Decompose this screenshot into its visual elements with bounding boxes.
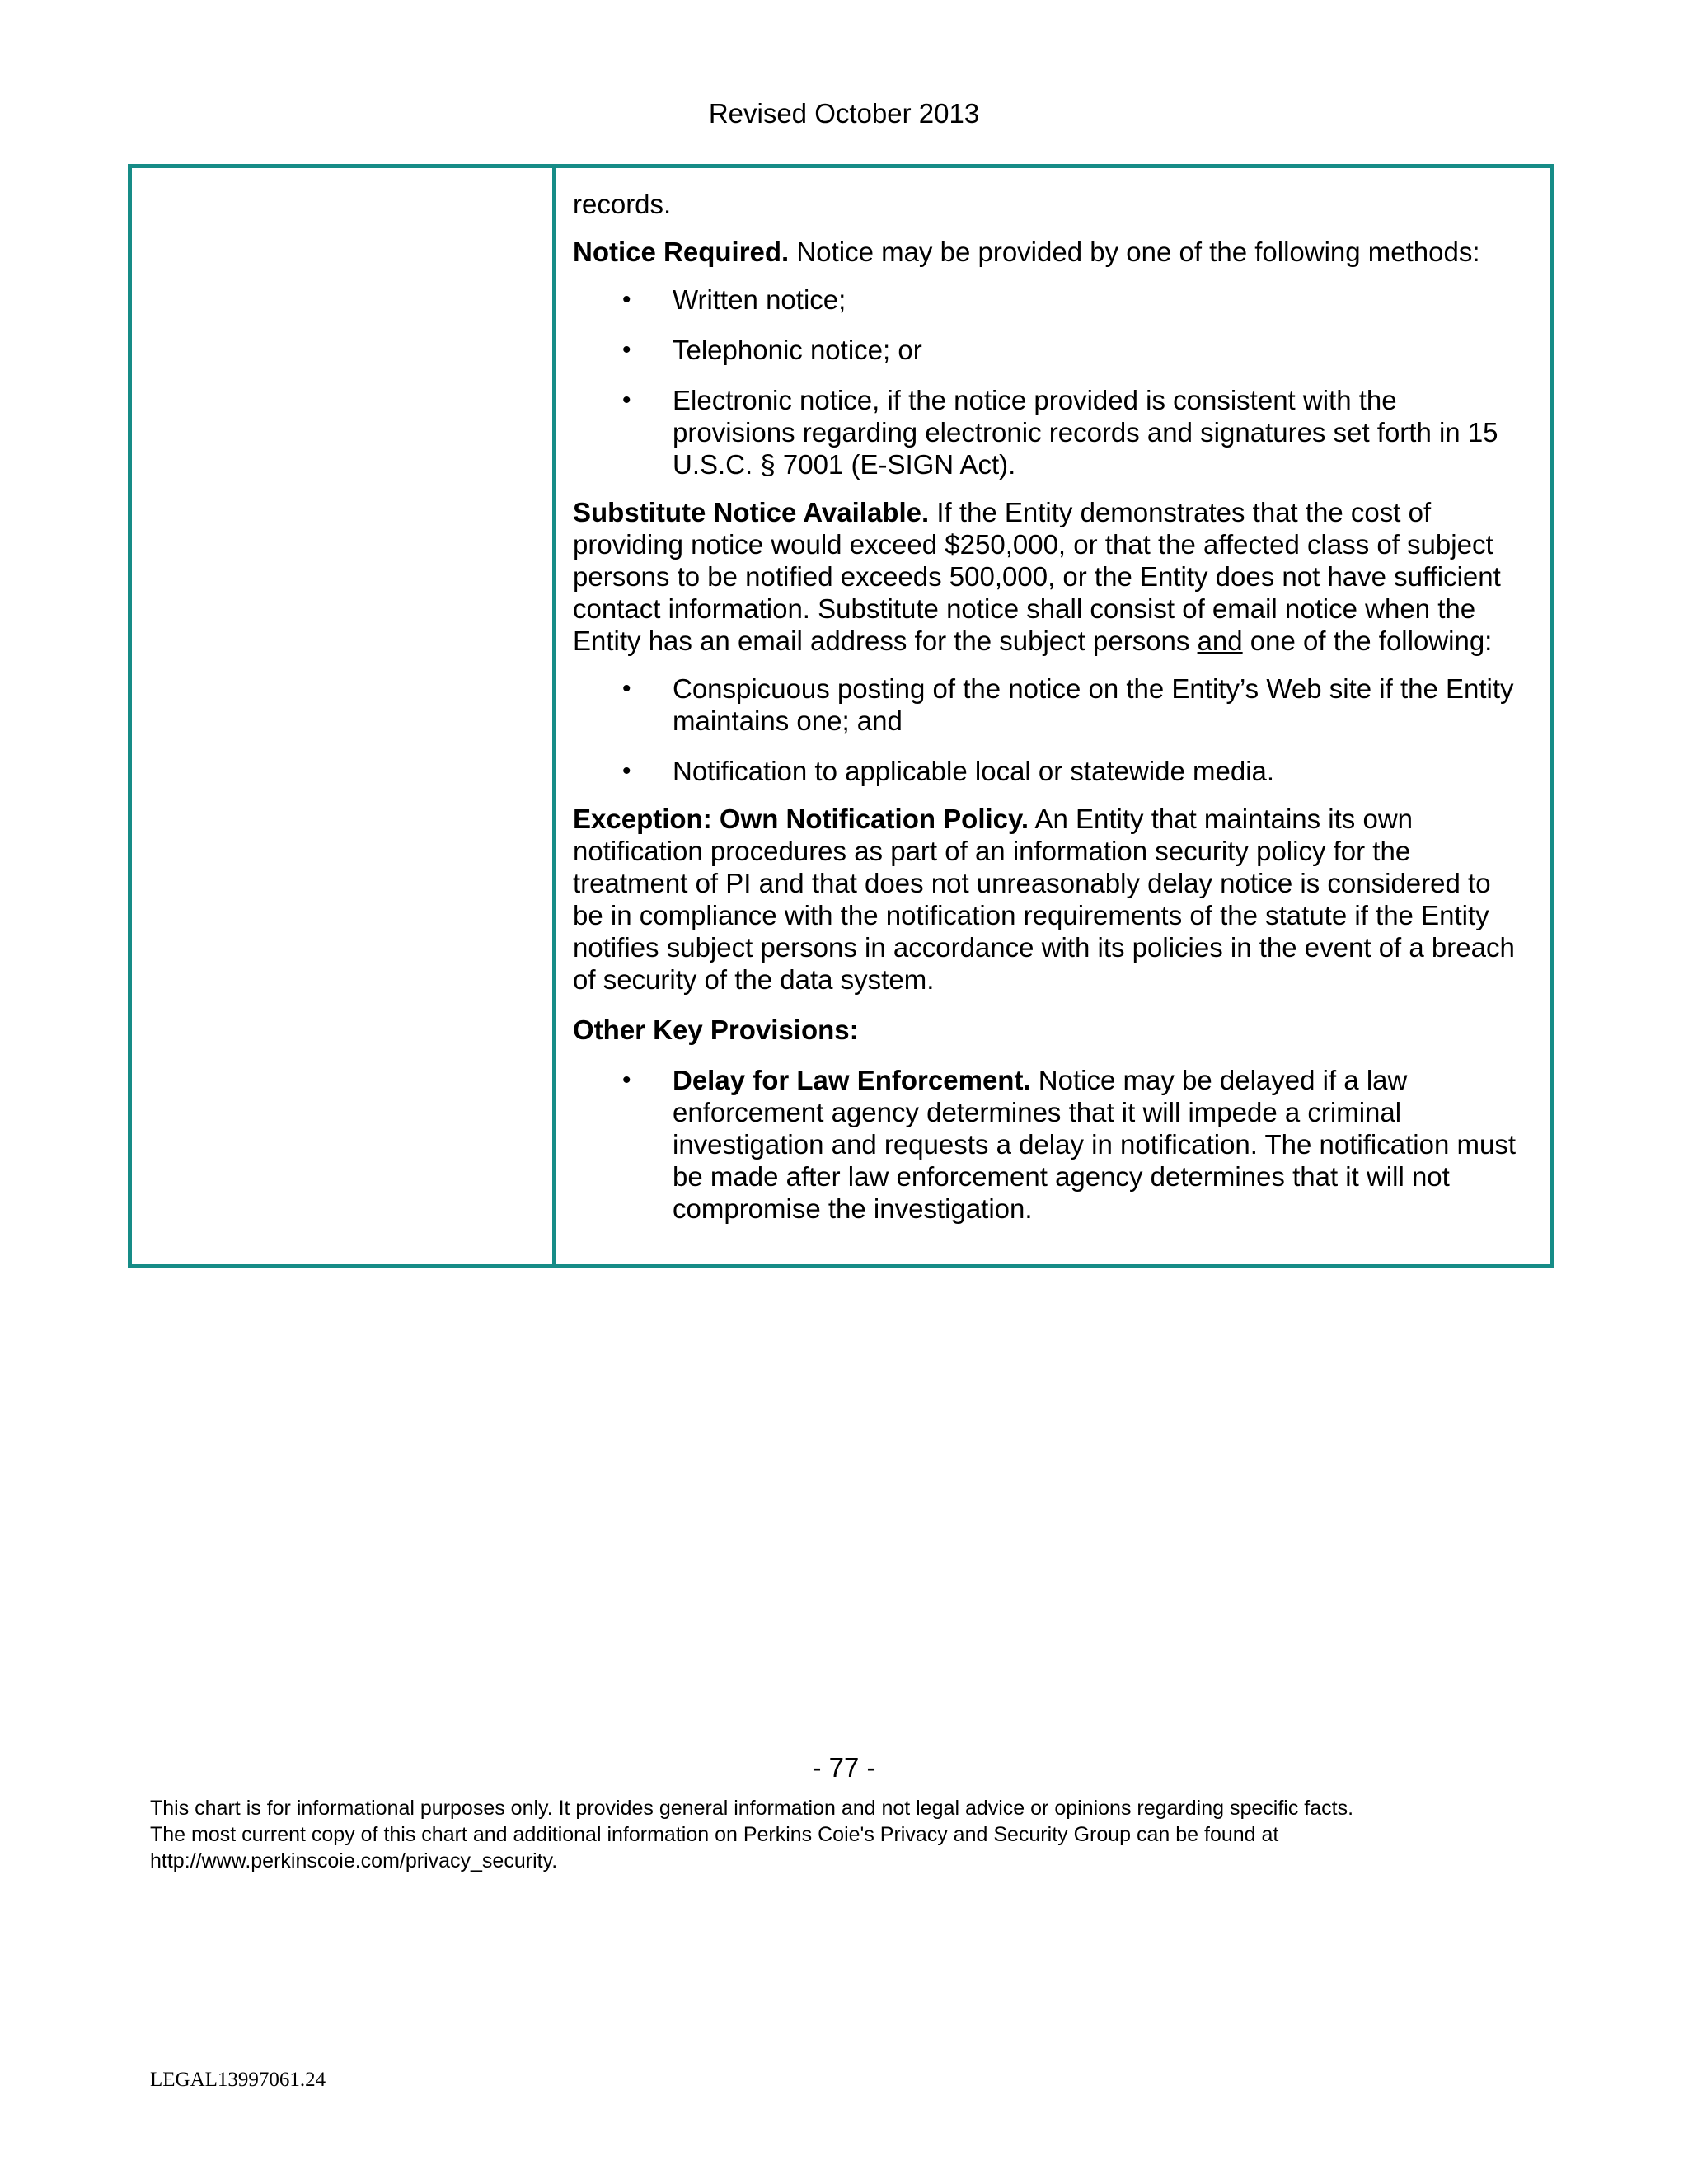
disclaimer-line: http://www.perkinscoie.com/privacy_security.: [150, 1849, 558, 1872]
table-right-cell: [556, 168, 1550, 1264]
page-number: - 77 -: [812, 1752, 876, 1783]
substitute-notice-text-end: one of the following:: [1242, 626, 1493, 656]
list-item-text: Telephonic notice; or: [673, 335, 922, 365]
statute-table: [128, 164, 1554, 1268]
list-item-text: Written notice;: [673, 284, 846, 315]
list-item-text: Conspicuous posting of the notice on the Entity’s Web site if the Entity maintains one; and: [673, 673, 1514, 736]
notice-required-text: Notice may be provided by one of the following methods:: [789, 237, 1480, 267]
document-id: LEGAL13997061.24: [150, 2069, 326, 2091]
table-left-cell: [132, 168, 556, 1264]
substitute-notice-list: [573, 673, 1525, 787]
exception-paragraph: [573, 803, 1525, 996]
provision-text: Notice may be delayed if a law enforcement agency determines that it will impede a criminal investigation and requests a delay in notification. The notification must be made after law enforcement agency determines that it will not compromise the investigation.: [673, 1065, 1516, 1224]
exception-text: An Entity that maintains its own notification procedures as part of an information security policy for the treatment of PI and that does not unreasonably delay notice is considered to be in compliance with the notification requirements of the statute if the Entity notifies subject persons in accordance with its policies in the event of a breach of security of the data system.: [573, 804, 1515, 995]
other-provisions-list: [573, 1064, 1525, 1225]
list-item: [573, 334, 1525, 366]
notice-required-paragraph: [573, 236, 1525, 268]
disclaimer-line: This chart is for informational purposes only. It provides general information and not legal advice or opinions regarding specific facts.: [150, 1797, 1354, 1820]
list-item: [573, 284, 1525, 316]
list-item-text: Notification to applicable local or statewide media.: [673, 756, 1275, 786]
exception-lead: Exception: Own Notification Policy.: [573, 804, 1029, 834]
list-item: [573, 1064, 1525, 1225]
substitute-notice-paragraph: [573, 496, 1525, 657]
list-item-text: Electronic notice, if the notice provided is consistent with the provisions regarding electronic records and signatures set forth in 15 U.S.C. § 7001 (E-SIGN Act).: [673, 385, 1498, 480]
other-provisions-lead: Other Key Provisions:: [573, 1015, 859, 1045]
substitute-notice-lead: Substitute Notice Available.: [573, 497, 930, 527]
header-revised-date: Revised October 2013: [708, 98, 980, 129]
substitute-notice-underlined: and: [1197, 626, 1243, 656]
provision-lead: Delay for Law Enforcement.: [673, 1065, 1031, 1095]
bullet-icon: •: [622, 286, 631, 313]
bullet-icon: •: [622, 1066, 631, 1094]
list-item: [573, 673, 1525, 737]
other-provisions-heading: [573, 1014, 1525, 1046]
footer-disclaimer: [150, 1795, 1551, 1874]
bullet-icon: •: [622, 757, 631, 785]
continued-text: records.: [573, 189, 672, 219]
list-item: [573, 384, 1525, 480]
bullet-icon: •: [622, 336, 631, 363]
disclaimer-line: The most current copy of this chart and additional information on Perkins Coie's Privacy and Security Group can be found at: [150, 1823, 1279, 1846]
list-item: [573, 755, 1525, 787]
notice-required-lead: Notice Required.: [573, 237, 790, 267]
bullet-icon: •: [622, 675, 631, 702]
bullet-icon: •: [622, 387, 631, 414]
substitute-notice-text: If the Entity demonstrates that the cost of providing notice would exceed $250,000, or that the affected class of subject persons to be notified exceeds 500,000, or the Entity does not have sufficient contact information. Substitute notice shall consist of email notice when the Entity has an email address for the subject persons: [573, 497, 1501, 656]
notice-methods-list: [573, 284, 1525, 480]
